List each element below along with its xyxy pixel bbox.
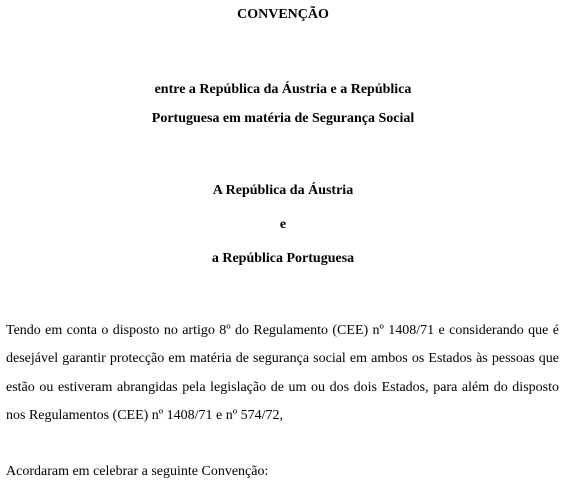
paragraph-line-3: estão ou estiveram abrangidas pela legislação de um ou dos dois Estados, para além do disposto (6, 380, 559, 395)
paragraph-line-4: nos Regulamentos (CEE) nº 1408/71 e nº 574/72, (6, 408, 283, 423)
subtitle-line-1: entre a República da Áustria e a República (154, 82, 412, 97)
paragraph-line-2: desejável garantir protecção em matéria de segurança social em ambos os Estados às pessoas que (6, 351, 559, 366)
party-portugal: a República Portuguesa (211, 251, 355, 266)
paragraph-line-1: Tendo em conta o disposto no artigo 8º do Regulamento (CEE) nº 1408/71 e considerando que é (6, 323, 559, 338)
closing-statement: Acordaram em celebrar a seguinte Convenção: (6, 464, 269, 479)
document-heading: CONVENÇÃO (237, 7, 329, 22)
party-austria: A República da Áustria (212, 183, 354, 198)
subtitle-line-2: Portuguesa em matéria de Segurança Social (151, 111, 415, 126)
party-conjunction: e (279, 217, 287, 232)
